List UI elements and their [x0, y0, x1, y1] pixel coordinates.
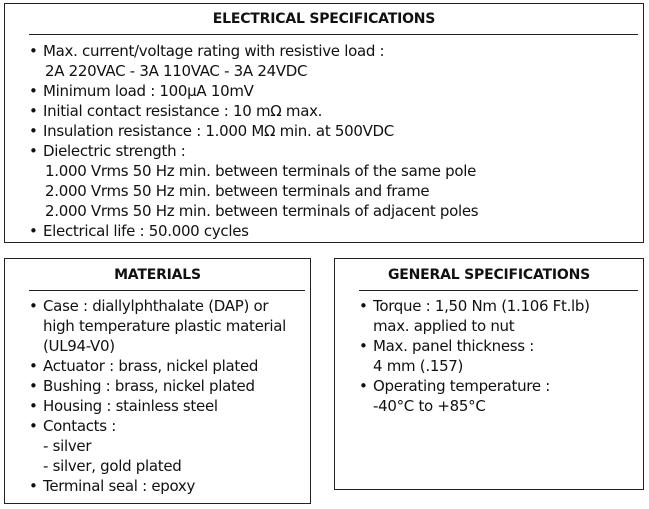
material-item-bushing [29, 376, 286, 396]
spec-text: Max. current/voltage rating with resistive load : [43, 42, 385, 60]
general-item-operating-temperature [359, 376, 590, 416]
spec-text: 2.000 Vrms 50 Hz min. between terminals and frame [45, 182, 430, 200]
spec-text: Insulation resistance : 1.000 MΩ min. at 500VDC [43, 122, 394, 140]
spec-text: Dielectric strength : [43, 142, 186, 160]
general-item-torque [359, 296, 590, 336]
spec-text: Minimum load : 100µA 10mV [43, 82, 254, 100]
general-text: max. applied to nut [373, 317, 515, 335]
general-text: Max. panel thickness : [373, 337, 535, 355]
material-text: - silver [43, 437, 92, 455]
material-item-terminal-seal [29, 476, 286, 496]
bullet-icon: • [29, 397, 38, 415]
spec-item-minimum-load [29, 81, 478, 101]
spec-text: 2.000 Vrms 50 Hz min. between terminals of adjacent poles [45, 202, 479, 220]
general-spec-list [359, 296, 590, 416]
electrical-specifications-box [4, 3, 644, 243]
bullet-icon: • [29, 42, 38, 60]
material-item-housing [29, 396, 286, 416]
material-text: Actuator : brass, nickel plated [43, 357, 259, 375]
title-divider [29, 34, 638, 35]
spec-item-insulation-resistance [29, 121, 478, 141]
material-text: (UL94-V0) [43, 337, 115, 355]
general-text: Operating temperature : [373, 377, 550, 395]
bullet-icon: • [359, 297, 368, 315]
general-text: 4 mm (.157) [373, 357, 464, 375]
material-item-case [29, 296, 286, 356]
spec-item-dielectric-strength [29, 141, 478, 221]
general-item-panel-thickness [359, 336, 590, 376]
material-text: Terminal seal : epoxy [43, 477, 196, 495]
material-text: Bushing : brass, nickel plated [43, 377, 255, 395]
materials-list [29, 296, 286, 496]
bullet-icon: • [29, 222, 38, 240]
title-divider [29, 290, 305, 291]
material-text: high temperature plastic material [43, 317, 286, 335]
general-text: -40°C to +85°C [373, 397, 486, 415]
bullet-icon: • [359, 337, 368, 355]
electrical-specifications-title: ELECTRICAL SPECIFICATIONS [212, 11, 436, 27]
bullet-icon: • [29, 417, 38, 435]
material-item-actuator [29, 356, 286, 376]
material-item-contacts [29, 416, 286, 476]
spec-text: Initial contact resistance : 10 mΩ max. [43, 102, 323, 120]
bullet-icon: • [29, 122, 38, 140]
material-text: - silver, gold plated [43, 457, 182, 475]
bullet-icon: • [29, 297, 38, 315]
material-text: Contacts : [43, 417, 116, 435]
title-divider [359, 290, 638, 291]
general-specifications-box [334, 258, 644, 490]
spec-item-electrical-life [29, 221, 478, 241]
bullet-icon: • [29, 357, 38, 375]
material-text: Case : diallylphthalate (DAP) or [43, 297, 269, 315]
bullet-icon: • [29, 102, 38, 120]
bullet-icon: • [29, 377, 38, 395]
materials-box [4, 258, 311, 504]
bullet-icon: • [359, 377, 368, 395]
spec-text: Electrical life : 50.000 cycles [43, 222, 249, 240]
electrical-spec-list [29, 41, 478, 241]
materials-title: MATERIALS [114, 267, 201, 283]
material-text: Housing : stainless steel [43, 397, 218, 415]
spec-text: 1.000 Vrms 50 Hz min. between terminals of the same pole [45, 162, 477, 180]
general-text: Torque : 1,50 Nm (1.106 Ft.lb) [373, 297, 590, 315]
spec-text: 2A 220VAC - 3A 110VAC - 3A 24VDC [45, 62, 308, 80]
general-specifications-title: GENERAL SPECIFICATIONS [388, 267, 590, 283]
bullet-icon: • [29, 82, 38, 100]
bullet-icon: • [29, 142, 38, 160]
spec-item-contact-resistance [29, 101, 478, 121]
spec-item-max-rating [29, 41, 478, 81]
bullet-icon: • [29, 477, 38, 495]
